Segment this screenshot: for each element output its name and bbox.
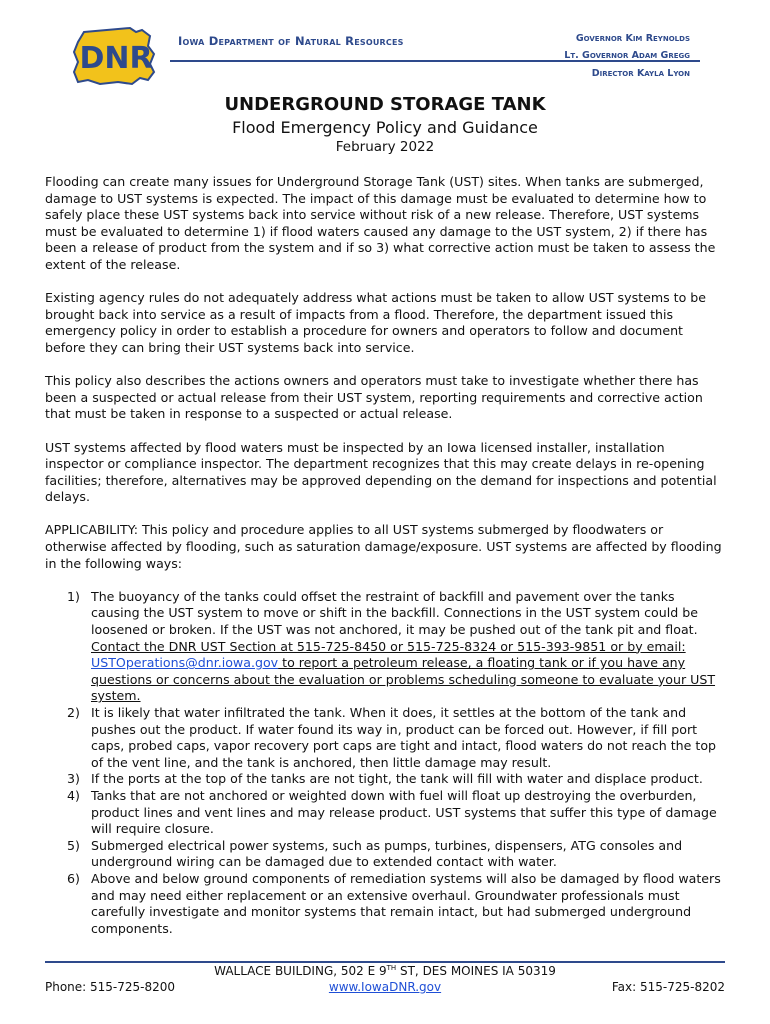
list-item [45,838,725,871]
footer-address [0,964,770,978]
director-name: Director Kayla Lyon [591,68,690,79]
list-item-text: Submerged electrical power systems, such as pumps, turbines, dispensers, ATG consoles and underground wiring can be damaged due to extended contact with water. [91,837,683,870]
document-body [45,174,725,937]
list-item [45,589,725,705]
list-number: 4) [67,787,80,803]
document-date: February 2022 [335,139,435,155]
logo-text: DNR [79,41,153,76]
list-item [45,788,725,838]
list-item [45,705,725,771]
email-link[interactable]: USTOperations@dnr.iowa.gov [91,655,279,671]
list-number: 6) [67,870,80,886]
list-item-text: The buoyancy of the tanks could offset the restraint of backfill and pavement over the tanks causing the UST system to move or shift in the backfill. Connections in the UST system could be loosened or broken. If the UST was not anchored, it may be pushed out of the tank pit and float. [91,588,698,638]
footer-divider [45,961,725,963]
address-superscript: TH [386,964,397,972]
list-number: 2) [67,705,80,720]
governor-name: Governor Kim Reynolds [575,33,690,44]
flood-impact-list [45,589,725,937]
footer-fax: Fax: 515-725-8202 [611,980,725,994]
lt-governor-name: Lt. Governor Adam Gregg [564,50,690,61]
document-subtitle: Flood Emergency Policy and Guidance [232,118,538,137]
website-link[interactable]: www.IowaDNR.gov [328,980,442,994]
document-title: UNDERGROUND STORAGE TANK [224,94,546,115]
list-item-text: Tanks that are not anchored or weighted down with fuel will float up destroying the overburden, product lines and vent lines and may release product. UST systems that suffer this type of damage will require closure. [91,787,717,837]
paragraph-intro: Flooding can create many issues for Underground Storage Tank (UST) sites. When tanks are submerged, damage to UST systems is expected. The impact of this damage must be evaluated to determine how to safely place these UST systems back into service without risk of a new release. Therefore, UST systems must be evaluated to determine 1) if flood waters caused any damage to the UST system, 2) if there has been a release of product from the system and if so 3) what corrective action must be taken to assess the extent of the release. [45,174,716,272]
agency-name: Iowa Department of Natural Resources [178,34,404,48]
address-city: ST, DES MOINES IA 50319 [396,964,556,978]
contact-link-text-end: to report a petroleum release, a floating tank or if you have any questions or concerns about the evaluation or problems scheduling someone to evaluate your UST system. [91,655,716,704]
list-number: 5) [67,837,80,853]
list-item-text: Above and below ground components of remediation systems will also be damaged by flood waters and may need either replacement or an extensive overhaul. Groundwater professionals must carefully investigate and monitor systems that remain intact, but had submerged underground components. [91,870,721,936]
footer-phone: Phone: 515-725-8200 [45,980,176,994]
list-item [45,871,725,937]
list-item-text: If the ports at the top of the tanks are not tight, the tank will fill with water and displace product. [91,771,703,787]
contact-link-text: Contact the DNR UST Section at 515-725-8450 or 515-725-8324 or 515-393-9851 or by email: [91,638,686,654]
officials-block [564,30,690,64]
paragraph-rules: Existing agency rules do not adequately address what actions must be taken to allow UST systems to be brought back into service as a result of impacts from a flood. Therefore, the department issued this emergency policy in order to establish a procedure for owners and operators to follow and document before they can bring their UST systems back into service. [45,290,707,355]
paragraph-policy: This policy also describes the actions owners and operators must take to investigate whether there has been a suspected or actual release from their UST system, reporting requirements and corrective action that must be taken in response to a suspected or actual release. [45,373,703,422]
address-street: WALLACE BUILDING, 502 E 9 [214,964,387,978]
dnr-logo [70,24,162,88]
list-item-text: It is likely that water infiltrated the tank. When it does, it settles at the bottom of the tank and pushes out the product. If water found its way in, product can be forced out. However, if fill port caps, probed caps, vapor recovery port caps are tight and intact, flood waters do not reach the top of the vent line, and the tank is anchored, then little damage may result. [91,705,717,770]
paragraph-applicability: APPLICABILITY: This policy and procedure applies to all UST systems submerged by floodwaters or otherwise affected by flooding, such as saturation damage/exposure. UST systems are affected by flooding in the following ways: [45,522,722,571]
list-number: 3) [67,771,80,787]
list-number: 1) [67,588,80,604]
paragraph-inspection: UST systems affected by flood waters must be inspected by an Iowa licensed installer, installation inspector or compliance inspector. The department recognizes that this may create delays in re-opening facilities; therefore, alternatives may be approved depending on the demand for inspections and potential delays. [45,439,717,505]
list-item [45,771,725,788]
